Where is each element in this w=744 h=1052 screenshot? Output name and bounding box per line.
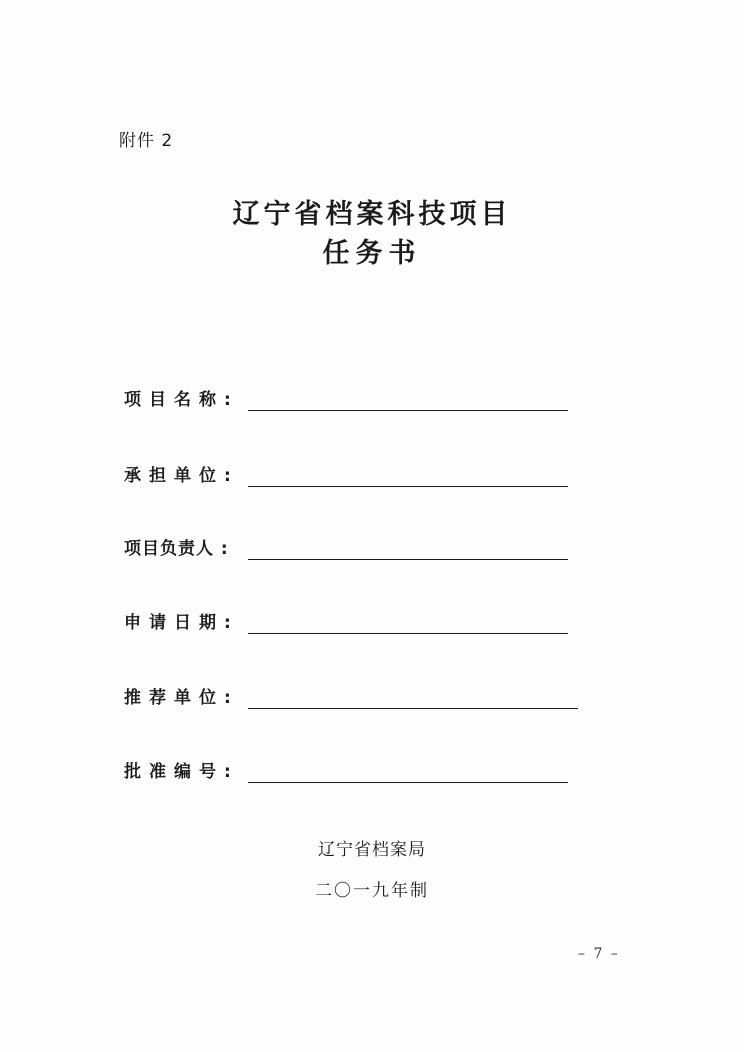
document-subtitle: 任务书 [322, 238, 422, 269]
approval-number-blank-line[interactable] [248, 782, 568, 783]
project-name-field [124, 385, 584, 415]
project-name-blank-line[interactable] [248, 410, 568, 411]
recommending-unit-label: 推荐单位: [124, 688, 239, 708]
application-date-label: 申请日期: [124, 613, 239, 633]
approval-number-field [124, 757, 584, 787]
issue-year: 二〇一九年制 [315, 881, 429, 901]
document-title: 辽宁省档案科技项目 [232, 199, 512, 230]
page-number: – 7 – [578, 946, 620, 962]
project-leader-blank-line[interactable] [248, 559, 568, 560]
undertaking-unit-label: 承担单位: [124, 466, 239, 486]
recommending-unit-blank-line[interactable] [248, 708, 578, 709]
undertaking-unit-blank-line[interactable] [248, 486, 568, 487]
undertaking-unit-field [124, 461, 584, 491]
project-name-label: 项目名称: [124, 390, 239, 410]
application-date-blank-line[interactable] [248, 633, 568, 634]
project-leader-field [124, 534, 584, 564]
project-leader-label: 项目负责人 : [124, 539, 229, 559]
approval-number-label: 批准编号: [124, 762, 239, 782]
recommending-unit-field [124, 683, 584, 713]
issuing-organization: 辽宁省档案局 [318, 840, 426, 860]
application-date-field [124, 608, 584, 638]
attachment-label: 附件 2 [119, 131, 174, 151]
